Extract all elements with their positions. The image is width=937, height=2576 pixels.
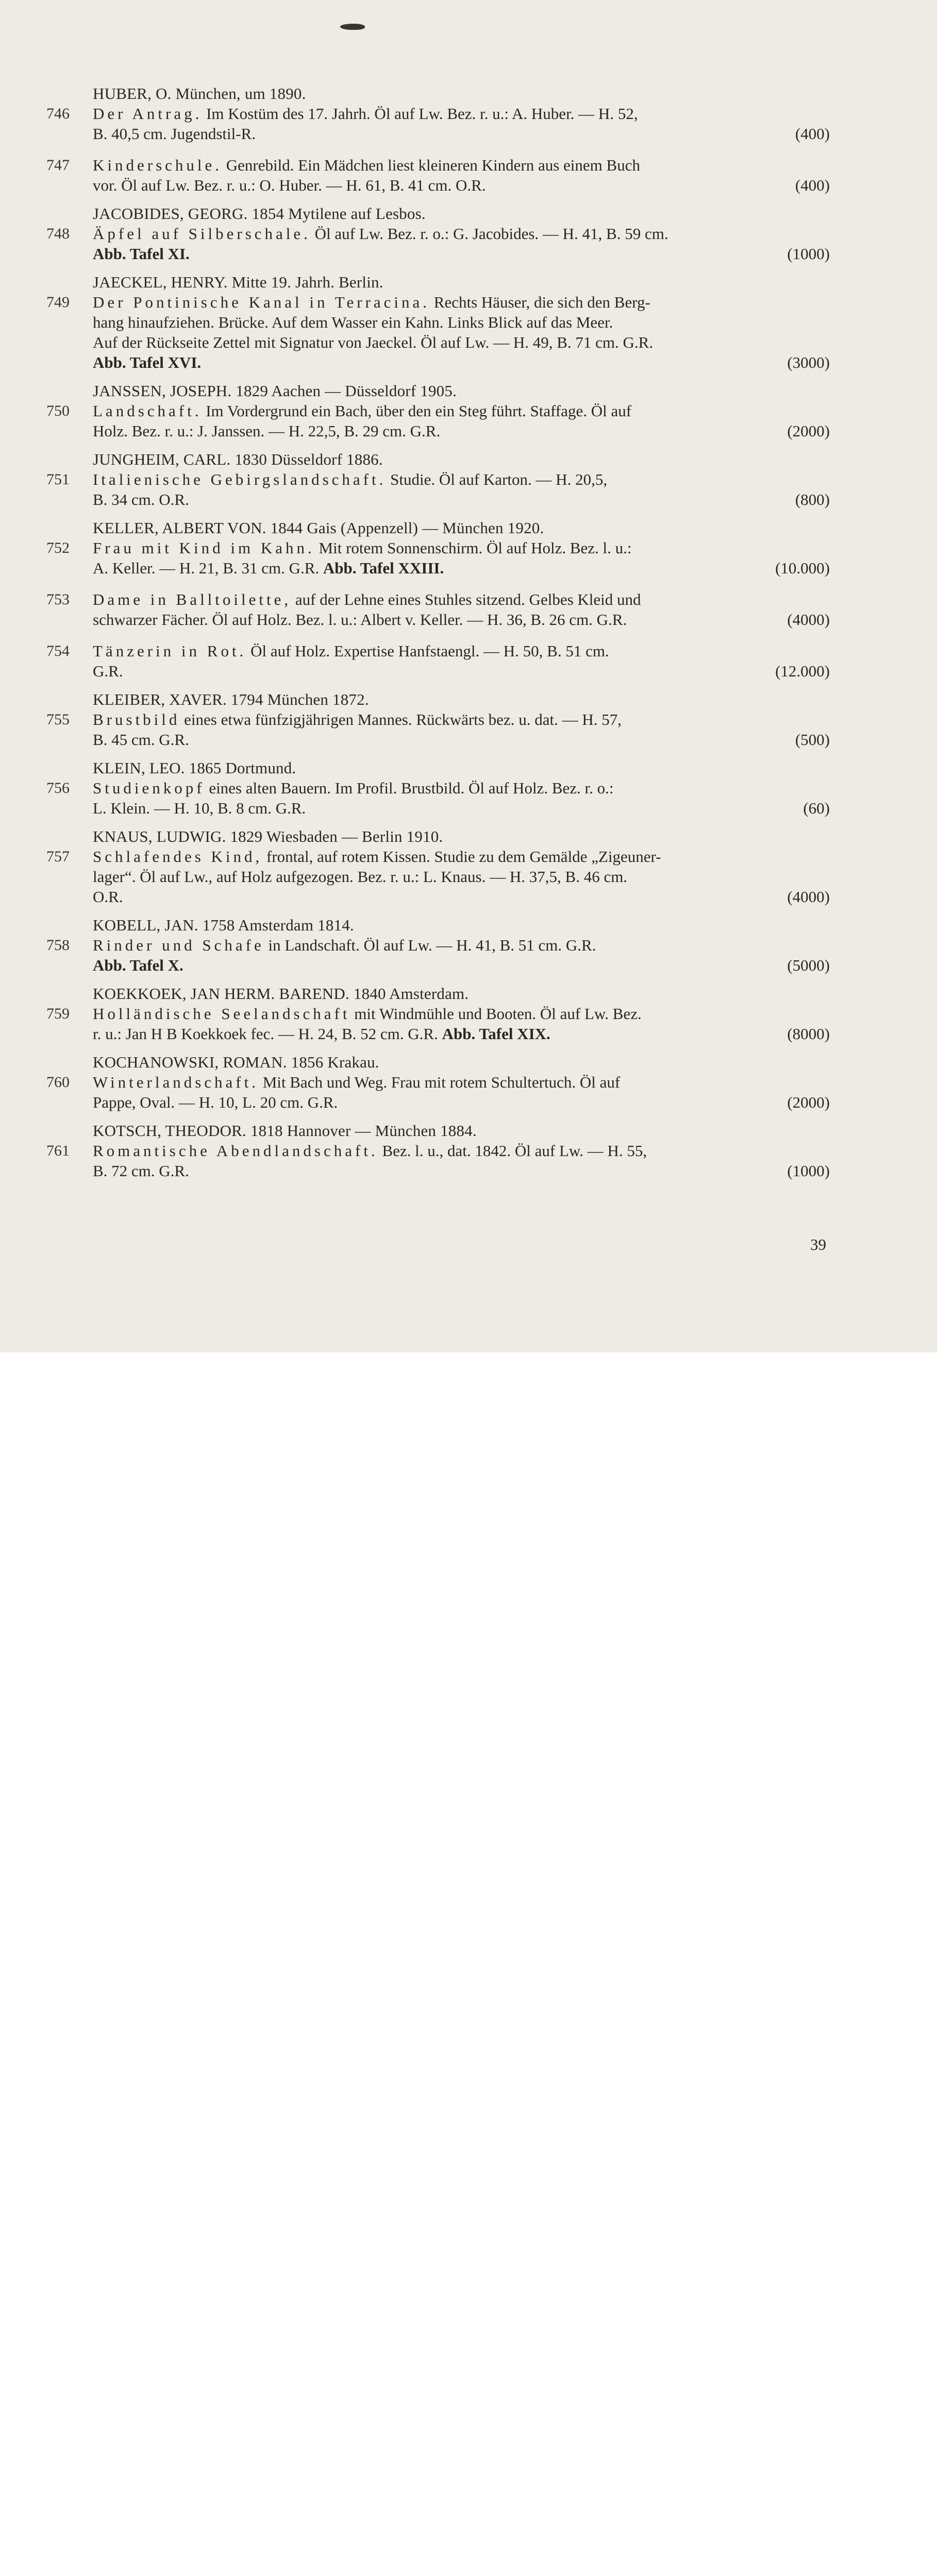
lot-753 [41, 589, 830, 630]
lot-description: frontal, auf rotem Kissen. Studie zu dem Gemälde „Zigeuner- [262, 848, 661, 866]
artist-heading: JUNGHEIM, CARL. 1830 Düsseldorf 1886. [93, 450, 383, 468]
lot-title: Dame in Balltoilette, [93, 590, 292, 608]
artist-heading: HUBER, O. München, um 1890. [93, 84, 306, 103]
lot-755 [41, 709, 830, 750]
lot-number: 757 [46, 848, 70, 865]
lot-description: auf der Lehne eines Stuhles sitzend. Gelbes Kleid und [291, 590, 641, 608]
plate-reference: Abb. Tafel XIX. [442, 1025, 550, 1043]
lot-number: 761 [46, 1142, 70, 1159]
lot-754 [41, 641, 830, 681]
artist-heading: KELLER, ALBERT VON. 1844 Gais (Appenzell) — München 1920. [93, 519, 544, 537]
lot-details: B. 40,5 cm. Jugendstil-R. [93, 125, 256, 143]
page-number: 39 [810, 1235, 826, 1253]
lot-description: Mit rotem Sonnenschirm. Öl auf Holz. Bez. l. u.: [314, 539, 632, 557]
lot-title: Äpfel auf Silberschale. [93, 225, 311, 243]
lot-number: 759 [46, 1005, 70, 1022]
lot-description: Bez. l. u., dat. 1842. Öl auf Lw. — H. 55, [378, 1142, 647, 1160]
lot-title: Italienische Gebirgslandschaft. [93, 470, 387, 488]
lot-number: 748 [46, 225, 70, 242]
lot-details: schwarzer Fächer. Öl auf Holz. Bez. l. u.: Albert v. Keller. — H. 36, B. 26 cm. G.R. [93, 611, 627, 629]
lot-description-line: lager“. Öl auf Lw., auf Holz aufgezogen. Bez. r. u.: L. Knaus. — H. 37,5, B. 46 cm. [93, 868, 628, 886]
lot-description: in Landschaft. Öl auf Lw. — H. 41, B. 51 cm. G.R. [264, 936, 596, 954]
lot-756 [41, 778, 830, 818]
lot-number: 751 [46, 471, 70, 488]
lot-description: Öl auf Holz. Expertise Hanfstaengl. — H. 50, B. 51 cm. [246, 642, 609, 660]
lot-price: (60) [803, 799, 830, 817]
footer-bar [0, 1352, 937, 1426]
artist-heading: JANSSEN, JOSEPH. 1829 Aachen — Düsseldorf 1905. [93, 382, 457, 400]
artist-heading: KNAUS, LUDWIG. 1829 Wiesbaden — Berlin 1910. [93, 827, 443, 845]
lot-number: 747 [46, 157, 70, 174]
lot-description-line: Auf der Rückseite Zettel mit Signatur von Jaeckel. Öl auf Lw. — H. 49, B. 71 cm. G.R. [93, 333, 654, 351]
lot-price: (400) [795, 176, 830, 194]
lot-751 [41, 469, 830, 510]
artist-heading: KOTSCH, THEODOR. 1818 Hannover — München 1884. [93, 1122, 477, 1140]
lot-760 [41, 1072, 830, 1112]
lot-number: 750 [46, 402, 70, 419]
lot-number: 753 [46, 591, 70, 608]
lot-details: Pappe, Oval. — H. 10, L. 20 cm. G.R. [93, 1093, 338, 1111]
lot-title: Kinderschule. [93, 156, 223, 174]
lot-description: mit Windmühle und Booten. Öl auf Lw. Bez. [350, 1005, 642, 1023]
lot-price: (10.000) [775, 559, 830, 577]
lot-description: Genrebild. Ein Mädchen liest kleineren Kindern aus einem Buch [222, 156, 640, 174]
lot-number: 752 [46, 539, 70, 556]
lot-details: L. Klein. — H. 10, B. 8 cm. G.R. [93, 799, 306, 817]
lot-price: (12.000) [775, 662, 830, 680]
lot-title: Rinder und Schafe [93, 936, 264, 954]
lot-description: Mit Bach und Weg. Frau mit rotem Schultertuch. Öl auf [258, 1073, 621, 1091]
lot-price: (4000) [787, 888, 830, 906]
lot-details: G.R. [93, 662, 123, 680]
lot-price: (400) [795, 125, 830, 143]
lot-title: Landschaft. [93, 402, 202, 420]
lot-details: B. 72 cm. G.R. [93, 1162, 189, 1180]
lot-title: Romantische Abendlandschaft. [93, 1142, 378, 1160]
plate-reference: Abb. Tafel XI. [93, 245, 190, 263]
lot-details: r. u.: Jan H B Koekkoek fec. — H. 24, B. 52 cm. G.R. [93, 1025, 438, 1043]
lot-747 [41, 155, 830, 195]
artist-heading: KLEIN, LEO. 1865 Dortmund. [93, 759, 296, 777]
artist-heading: KLEIBER, XAVER. 1794 München 1872. [93, 690, 369, 708]
lot-description: Rechts Häuser, die sich den Berg- [430, 293, 650, 311]
artist-heading: KOCHANOWSKI, ROMAN. 1856 Krakau. [93, 1053, 379, 1071]
lot-description: eines etwa fünfzigjährigen Mannes. Rückwärts bez. u. dat. — H. 57, [180, 710, 622, 728]
lot-description: Öl auf Lw. Bez. r. o.: G. Jacobides. — H. 41, B. 59 cm. [310, 225, 668, 243]
lot-752 [41, 538, 830, 578]
lot-749 [41, 292, 830, 372]
lot-price: (800) [795, 490, 830, 509]
lot-price: (4000) [787, 611, 830, 629]
lot-number: 760 [46, 1074, 70, 1091]
lot-750 [41, 401, 830, 441]
lot-759 [41, 1004, 830, 1044]
lot-description: eines alten Bauern. Im Profil. Brustbild. Öl auf Holz. Bez. r. o.: [205, 779, 614, 797]
lot-761 [41, 1141, 830, 1181]
lot-title: Tänzerin in Rot. [93, 642, 247, 660]
lot-details: B. 34 cm. O.R. [93, 490, 189, 509]
lot-details: Holz. Bez. r. u.: J. Janssen. — H. 22,5, B. 29 cm. G.R. [93, 422, 441, 440]
plate-reference: Abb. Tafel X. [93, 956, 183, 974]
lot-details: B. 45 cm. G.R. [93, 731, 189, 749]
lot-title: Schlafendes Kind, [93, 848, 263, 866]
ink-mark [340, 24, 365, 30]
lot-title: Studienkopf [93, 779, 205, 797]
artist-heading: KOEKKOEK, JAN HERM. BAREND. 1840 Amsterdam. [93, 985, 469, 1003]
lot-757 [41, 846, 830, 907]
lot-description: Im Kostüm des 17. Jahrh. Öl auf Lw. Bez. r. u.: A. Huber. — H. 52, [202, 105, 638, 123]
lot-number: 755 [46, 711, 70, 728]
lot-title: Frau mit Kind im Kahn. [93, 539, 315, 557]
lot-description: Studie. Öl auf Karton. — H. 20,5, [386, 470, 608, 488]
plate-reference: Abb. Tafel XVI. [93, 353, 202, 371]
lot-number: 758 [46, 937, 70, 954]
lot-price: (5000) [787, 956, 830, 974]
artist-heading: KOBELL, JAN. 1758 Amsterdam 1814. [93, 916, 354, 934]
plate-reference: Abb. Tafel XXIII. [323, 559, 444, 577]
lot-758 [41, 935, 830, 975]
artist-heading: JACOBIDES, GEORG. 1854 Mytilene auf Lesbos. [93, 205, 426, 223]
artist-heading: JAECKEL, HENRY. Mitte 19. Jahrh. Berlin. [93, 273, 383, 291]
lot-details: A. Keller. — H. 21, B. 31 cm. G.R. [93, 559, 320, 577]
lot-number: 749 [46, 294, 70, 311]
lot-number: 754 [46, 642, 70, 659]
lot-748 [41, 224, 830, 264]
lot-number: 746 [46, 105, 70, 122]
lot-details: vor. Öl auf Lw. Bez. r. u.: O. Huber. — H. 61, B. 41 cm. O.R. [93, 176, 486, 194]
lot-number: 756 [46, 779, 70, 796]
lot-price: (2000) [787, 422, 830, 440]
lot-price: (8000) [787, 1025, 830, 1043]
lot-price: (3000) [787, 353, 830, 371]
lot-description: Im Vordergrund ein Bach, über den ein Steg führt. Staffage. Öl auf [202, 402, 632, 420]
lot-title: Der Pontinische Kanal in Terracina. [93, 293, 430, 311]
lot-price: (1000) [787, 245, 830, 263]
lot-price: (2000) [787, 1093, 830, 1111]
lot-price: (500) [795, 731, 830, 749]
lot-title: Holländische Seelandschaft [93, 1005, 350, 1023]
lot-details: O.R. [93, 888, 123, 906]
catalog-entries [41, 83, 830, 1181]
lot-title: Brustbild [93, 710, 180, 728]
lot-title: Der Antrag. [93, 105, 203, 123]
lot-746 [41, 104, 830, 144]
lot-title: Winterlandschaft. [93, 1073, 259, 1091]
lot-price: (1000) [787, 1162, 830, 1180]
lot-description-line: hang hinaufziehen. Brücke. Auf dem Wasser ein Kahn. Links Blick auf das Meer. [93, 313, 613, 331]
